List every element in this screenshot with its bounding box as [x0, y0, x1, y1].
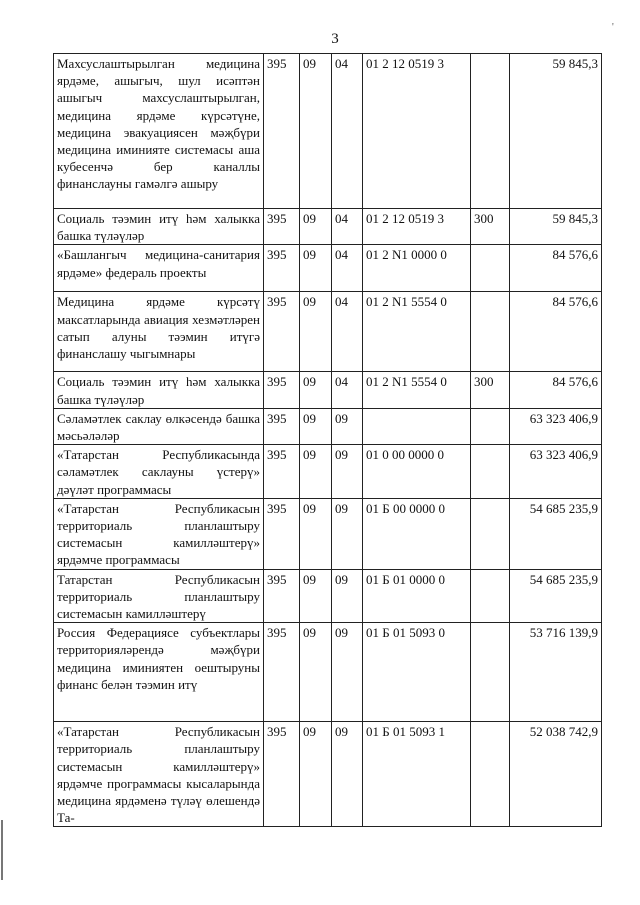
- target-article-cell: 01 2 N1 5554 0: [363, 372, 471, 408]
- amount-cell: 63 323 406,9: [510, 445, 602, 499]
- amount-cell: 84 576,6: [510, 372, 602, 408]
- subsection-code-cell: 09: [332, 569, 363, 623]
- expense-type-cell: 300: [471, 209, 510, 245]
- subsection-code-cell: 04: [332, 209, 363, 245]
- subsection-code-cell: 09: [332, 445, 363, 499]
- section-code-cell: 09: [300, 209, 332, 245]
- table-row: [54, 245, 602, 292]
- budget-table-body: [54, 54, 602, 827]
- table-row: [54, 498, 602, 569]
- ministry-code-cell: 395: [264, 292, 300, 372]
- section-code-cell: 09: [300, 569, 332, 623]
- target-article-cell: [363, 408, 471, 444]
- subsection-code-cell: 04: [332, 292, 363, 372]
- page-number: 3: [331, 31, 339, 47]
- ministry-code-cell: 395: [264, 445, 300, 499]
- target-article-cell: 01 2 N1 5554 0: [363, 292, 471, 372]
- table-row: [54, 408, 602, 444]
- amount-cell: 84 576,6: [510, 245, 602, 292]
- ministry-code-cell: 395: [264, 209, 300, 245]
- subsection-code-cell: 09: [332, 498, 363, 569]
- subsection-code-cell: 09: [332, 722, 363, 827]
- section-code-cell: 09: [300, 408, 332, 444]
- ministry-code-cell: 395: [264, 245, 300, 292]
- section-code-cell: 09: [300, 54, 332, 209]
- scan-edge-mark: [1, 820, 3, 880]
- subsection-code-cell: 09: [332, 623, 363, 722]
- table-row: [54, 623, 602, 722]
- row-name-cell: Махсуслаштырылган медицина ярдәме, ашыгыч, шул исәптән ашыгыч махсуслаштырылган, медицина ярдәме күрсәтүне, медицина эвакуациясен мәҗбүри медицина иминияте системасы аша кубесенчә бер каналлы финанслауны гамәлгә ашыру: [54, 54, 264, 209]
- table-row: [54, 445, 602, 499]
- amount-cell: 59 845,3: [510, 209, 602, 245]
- row-name-cell: Социаль тәэмин итү һәм халыкка башка түләүләр: [54, 372, 264, 408]
- ministry-code-cell: 395: [264, 54, 300, 209]
- amount-cell: 63 323 406,9: [510, 408, 602, 444]
- expense-type-cell: [471, 722, 510, 827]
- row-name-cell: Татарстан Республикасын территориаль планлаштыру системасын камилләштерү: [54, 569, 264, 623]
- subsection-code-cell: 04: [332, 372, 363, 408]
- subsection-code-cell: 09: [332, 408, 363, 444]
- amount-cell: 84 576,6: [510, 292, 602, 372]
- expense-type-cell: [471, 498, 510, 569]
- row-name-cell: Медицина ярдәме күрсәтү максатларында авиация хезмәтләрен сатып алуны тәэмин итүгә финанслашу чыгымнары: [54, 292, 264, 372]
- row-name-cell: «Башлангыч медицина-санитария ярдәме» федераль проекты: [54, 245, 264, 292]
- row-name-cell: Социаль тәэмин итү һәм халыкка башка түләүләр: [54, 209, 264, 245]
- expense-type-cell: [471, 245, 510, 292]
- row-name-cell: «Татарстан Республикасын территориаль планлаштыру системасын камилләштерү» ярдәмче программасы: [54, 498, 264, 569]
- row-name-cell: «Татарстан Республикасын территориаль планлаштыру системасын камилләштерү» ярдәмче программасы кысаларында медицина ярдәменә түләү өлешендә Та-: [54, 722, 264, 827]
- ministry-code-cell: 395: [264, 372, 300, 408]
- amount-cell: 54 685 235,9: [510, 498, 602, 569]
- budget-table: [53, 53, 602, 827]
- section-code-cell: 09: [300, 623, 332, 722]
- target-article-cell: 01 0 00 0000 0: [363, 445, 471, 499]
- target-article-cell: 01 2 12 0519 3: [363, 54, 471, 209]
- subsection-code-cell: 04: [332, 245, 363, 292]
- expense-type-cell: [471, 569, 510, 623]
- expense-type-cell: [471, 408, 510, 444]
- expense-type-cell: [471, 292, 510, 372]
- section-code-cell: 09: [300, 445, 332, 499]
- table-row: [54, 569, 602, 623]
- target-article-cell: 01 2 12 0519 3: [363, 209, 471, 245]
- table-row: [54, 54, 602, 209]
- ministry-code-cell: 395: [264, 408, 300, 444]
- target-article-cell: 01 Б 01 5093 0: [363, 623, 471, 722]
- section-code-cell: 09: [300, 722, 332, 827]
- ministry-code-cell: 395: [264, 498, 300, 569]
- section-code-cell: 09: [300, 245, 332, 292]
- expense-type-cell: [471, 623, 510, 722]
- table-row: [54, 209, 602, 245]
- amount-cell: 53 716 139,9: [510, 623, 602, 722]
- section-code-cell: 09: [300, 498, 332, 569]
- table-row: [54, 292, 602, 372]
- table-row: [54, 722, 602, 827]
- target-article-cell: 01 Б 01 5093 1: [363, 722, 471, 827]
- ministry-code-cell: 395: [264, 569, 300, 623]
- ministry-code-cell: 395: [264, 623, 300, 722]
- section-code-cell: 09: [300, 292, 332, 372]
- row-name-cell: «Татарстан Республикасында сәламәтлек саклауны үстерү» дәүләт программасы: [54, 445, 264, 499]
- table-row: [54, 372, 602, 408]
- row-name-cell: Сәламәтлек саклау өлкәсендә башка мәсьәләләр: [54, 408, 264, 444]
- row-name-cell: Россия Федерациясе субъектлары территорияләрендә мәҗбүри медицина иминиятен оештыруны финанс белән тәэмин итү: [54, 623, 264, 722]
- expense-type-cell: [471, 54, 510, 209]
- expense-type-cell: 300: [471, 372, 510, 408]
- target-article-cell: 01 2 N1 0000 0: [363, 245, 471, 292]
- subsection-code-cell: 04: [332, 54, 363, 209]
- expense-type-cell: [471, 445, 510, 499]
- section-code-cell: 09: [300, 372, 332, 408]
- target-article-cell: 01 Б 00 0000 0: [363, 498, 471, 569]
- ministry-code-cell: 395: [264, 722, 300, 827]
- amount-cell: 52 038 742,9: [510, 722, 602, 827]
- amount-cell: 59 845,3: [510, 54, 602, 209]
- target-article-cell: 01 Б 01 0000 0: [363, 569, 471, 623]
- corner-mark: ': [612, 22, 614, 33]
- amount-cell: 54 685 235,9: [510, 569, 602, 623]
